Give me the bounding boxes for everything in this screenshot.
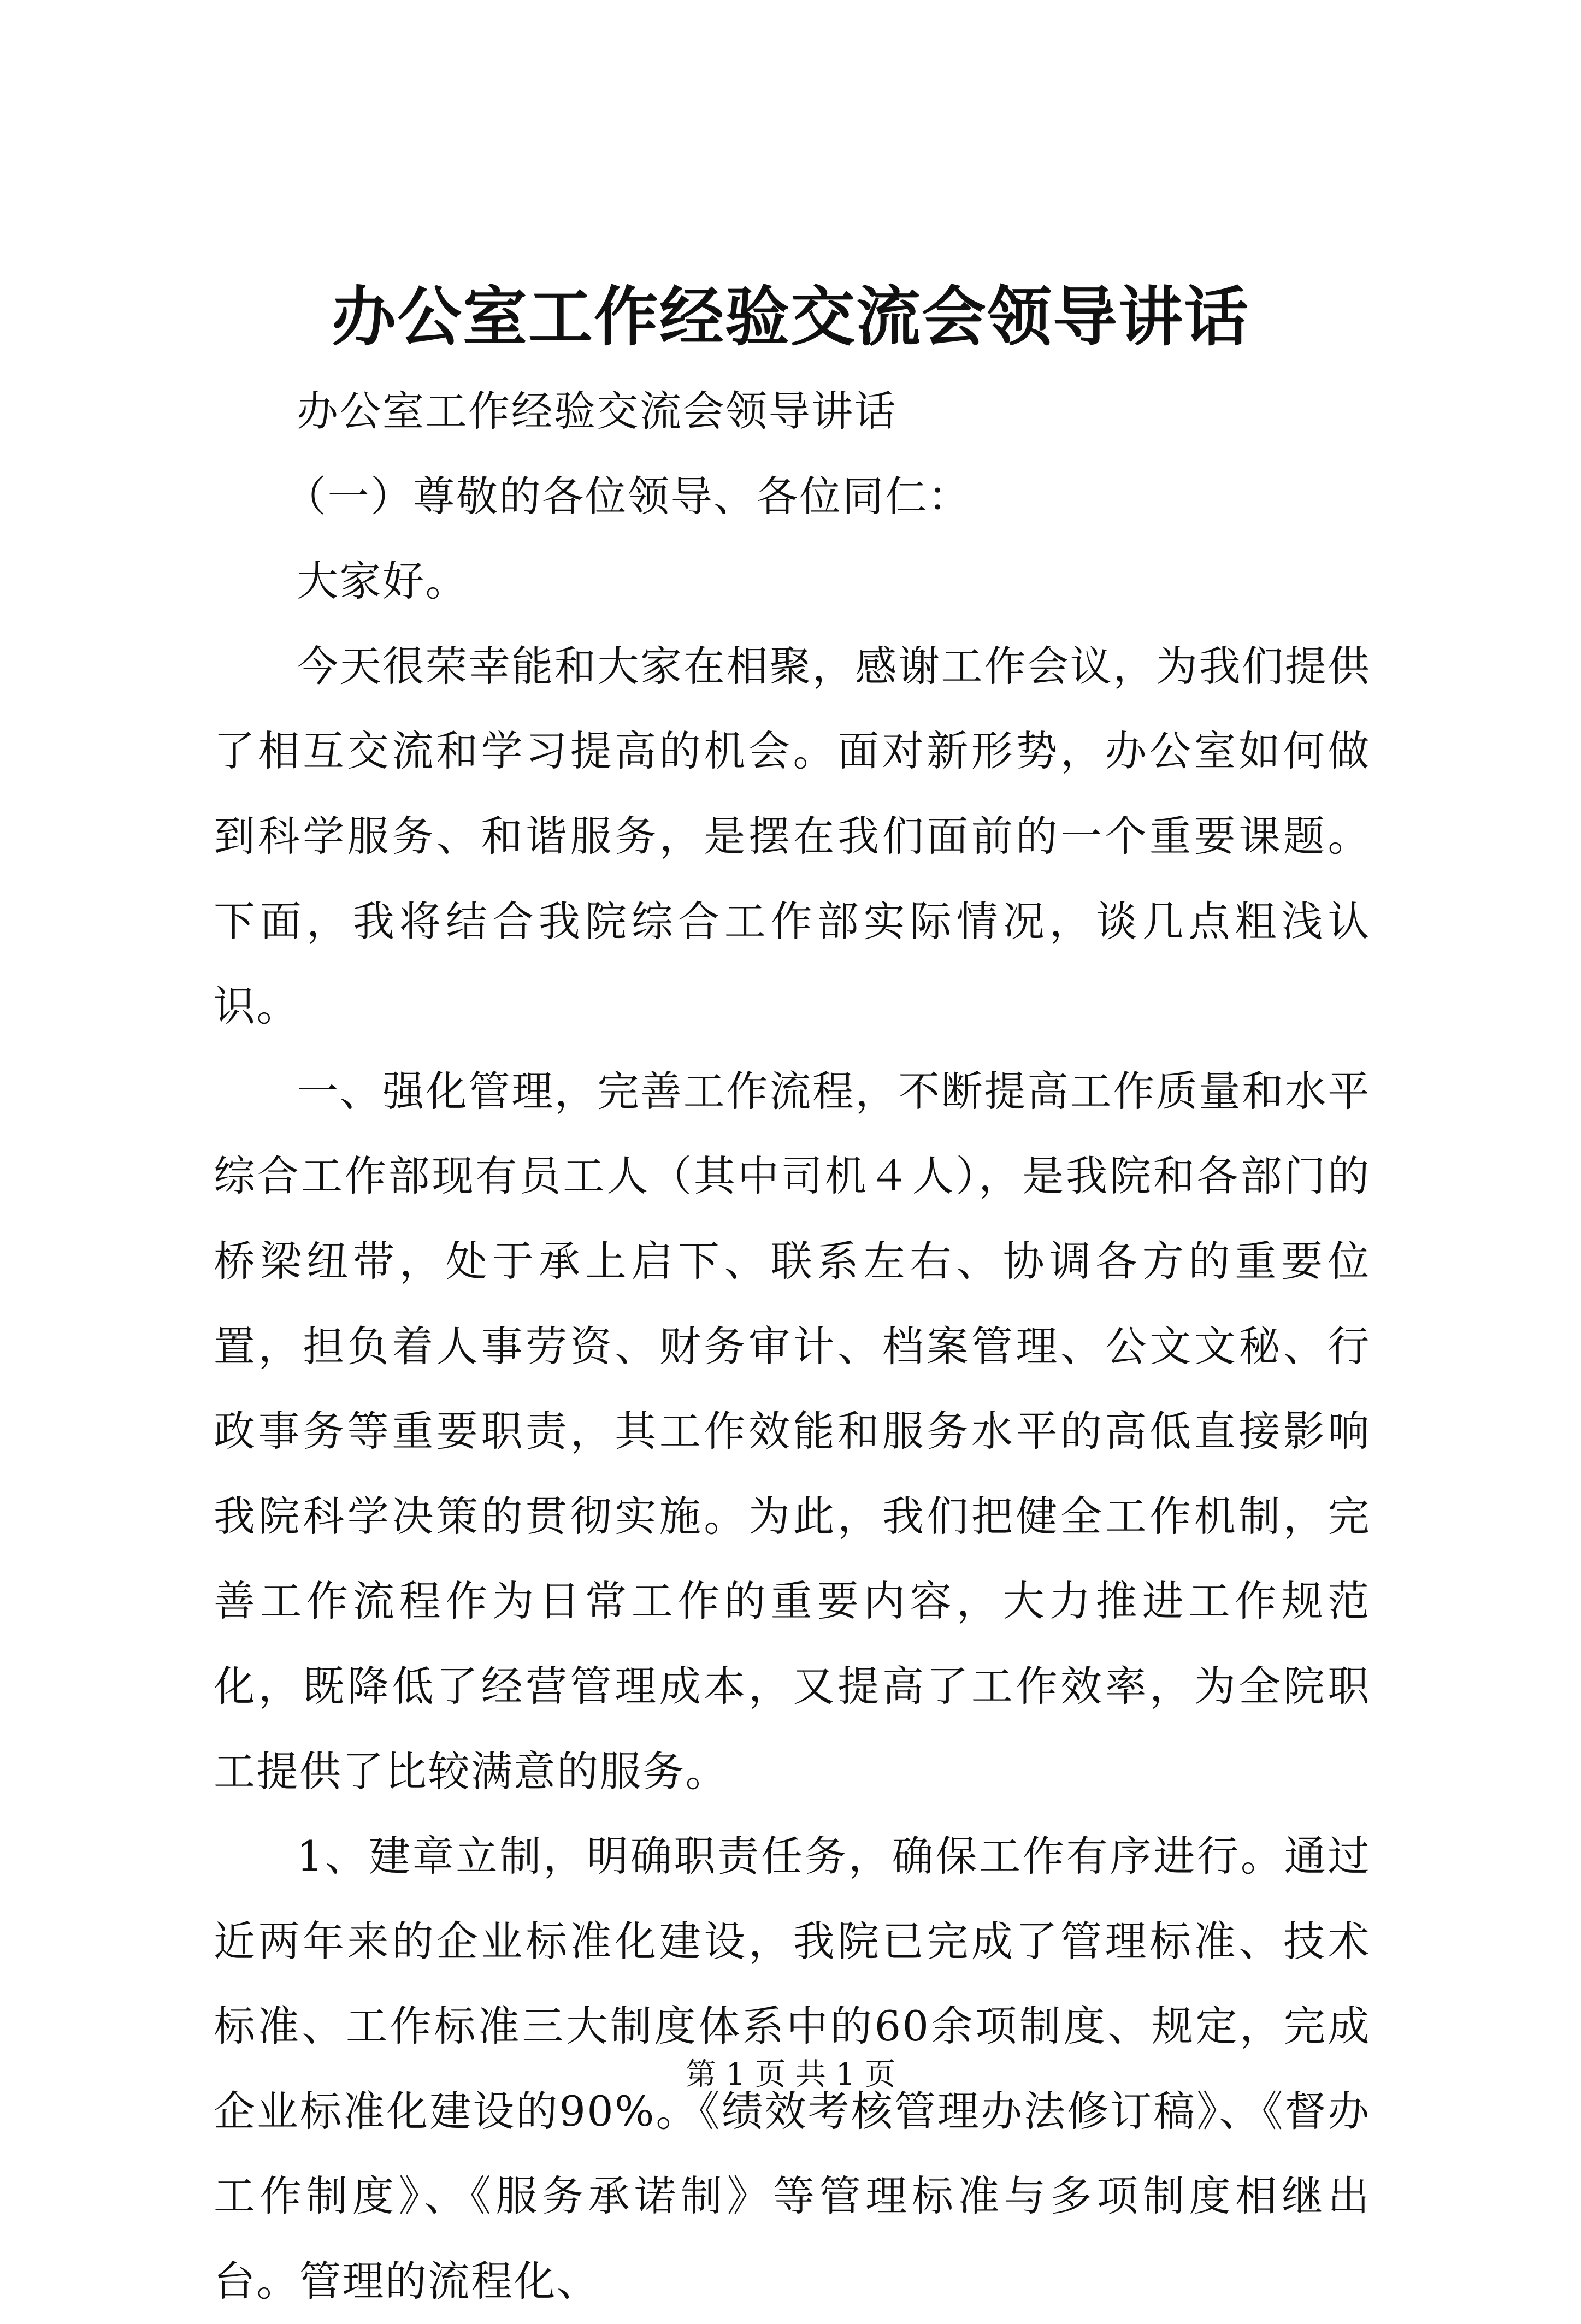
paragraph-salutation: （一）尊敬的各位领导、各位同仁： — [285, 471, 971, 521]
paragraph-section-one: 一、强化管理，完善工作流程，不断提高工作质量和水平综合工作部现有员工人（其中司机４人），是我院和各部门的桥梁纽带，处于承上启下、联系左右、协调各方的重要位置，担负着人事劳资、财务审计、档案管理、公文文秘、行政事务等重要职责，其工作效能和服务水平的高低直接影响我院科学决策的贯彻实施。为此，我们把健全工作机制，完善工作流程作为日常工作的重要内容，大力推进工作规范化，既降低了经营管理成本，又提高了工作效率，为全院职工提供了比较满意的服务。 — [214, 1066, 1371, 1796]
paragraph-subtitle: 办公室工作经验交流会领导讲话 — [297, 387, 897, 435]
page-number-footer: 第 1 页 共 1 页 — [685, 2057, 896, 2092]
paragraph-item-one: 1、建章立制，明确职责任务，确保工作有序进行。通过近两年来的企业标准化建设，我院已完成了管理标准、技术标准、工作标准三大制度体系中的60余项制度、规定，完成企业标准化建设的90%。《绩效考核管理办法修订稿》、《督办工作制度》、《服务承诺制》等管理标准与多项制度相继出台。管理的流程化、 — [214, 1832, 1371, 2306]
paragraph-intro: 今天很荣幸能和大家在相聚，感谢工作会议，为我们提供了相互交流和学习提高的机会。面对新形势，办公室如何做到科学服务、和谐服务，是摆在我们面前的一个重要课题。下面，我将结合我院综合工作部实际情况，谈几点粗浅认识。 — [214, 641, 1371, 1031]
paragraph-greeting: 大家好。 — [297, 557, 468, 606]
document-body — [214, 369, 1371, 2324]
document-title: 办公室工作经验交流会领导讲话 — [331, 279, 1249, 355]
